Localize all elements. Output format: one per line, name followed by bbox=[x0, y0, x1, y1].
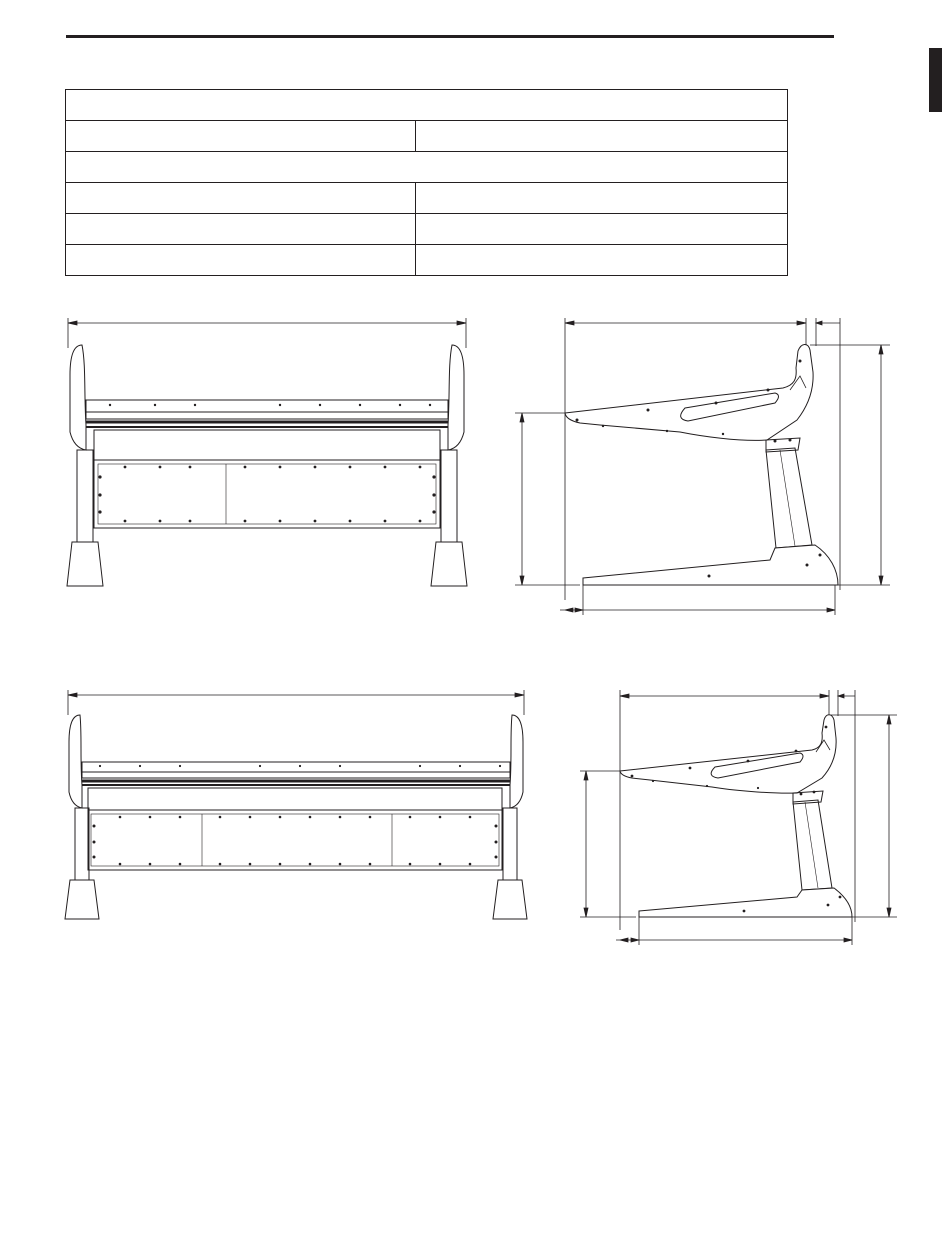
large-front-view bbox=[65, 690, 527, 919]
left-foot bbox=[67, 542, 103, 586]
left-foot bbox=[65, 880, 99, 919]
right-foot bbox=[493, 880, 527, 919]
small-front-view bbox=[67, 318, 467, 586]
left-leg bbox=[75, 808, 89, 880]
right-end-panel bbox=[510, 715, 523, 808]
rack-panel-frame bbox=[88, 810, 502, 870]
small-side-view bbox=[515, 318, 890, 615]
support-column bbox=[766, 448, 812, 548]
rack-frame bbox=[88, 788, 502, 810]
rack-panel-frame bbox=[94, 460, 440, 528]
left-end-panel bbox=[70, 345, 86, 450]
dimension-line bbox=[68, 690, 524, 715]
base-foot bbox=[583, 545, 838, 585]
right-end-panel bbox=[448, 345, 464, 450]
dimension-line bbox=[68, 318, 466, 348]
shelf-rail bbox=[82, 772, 510, 778]
right-leg bbox=[441, 450, 457, 542]
support-column bbox=[793, 800, 832, 890]
shelf-rail bbox=[86, 412, 448, 419]
rack-frame bbox=[94, 430, 440, 460]
top-shelf bbox=[82, 762, 510, 772]
right-leg bbox=[503, 808, 517, 880]
left-end-panel bbox=[69, 715, 82, 808]
base-foot bbox=[639, 888, 852, 917]
top-shelf bbox=[86, 400, 448, 412]
large-side-view bbox=[580, 690, 897, 945]
right-foot bbox=[431, 542, 467, 586]
left-leg bbox=[77, 450, 93, 542]
